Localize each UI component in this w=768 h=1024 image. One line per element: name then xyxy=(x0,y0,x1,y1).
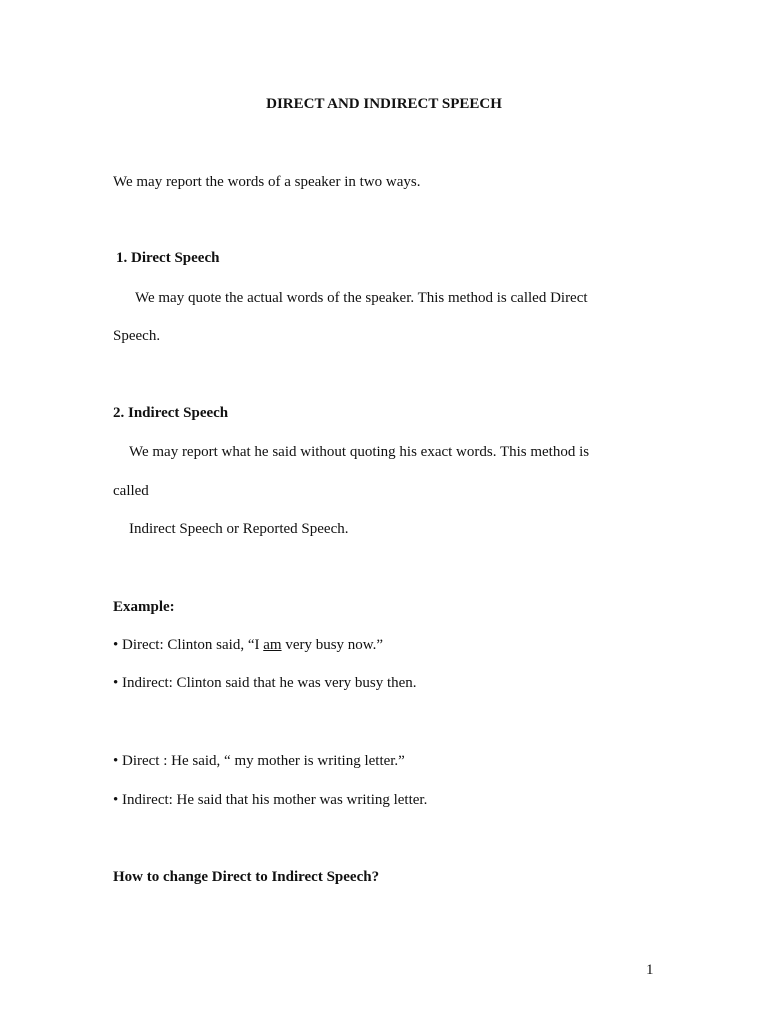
example-indirect-1: • Indirect: Clinton said that he was very busy then. xyxy=(113,675,417,691)
section-heading-indirect-speech: 2. Indirect Speech xyxy=(113,405,229,421)
page-number: 1 xyxy=(646,962,654,978)
direct-speech-body-line-2: Speech. xyxy=(113,328,161,344)
example-direct-1-prefix: • Direct: Clinton said, “I xyxy=(113,637,264,653)
intro-text: We may report the words of a speaker in two ways. xyxy=(113,174,421,190)
example-direct-1-suffix: very busy now.” xyxy=(281,637,384,653)
example-direct-1-underlined: am xyxy=(263,637,282,653)
direct-speech-body-line-1: We may quote the actual words of the speaker. This method is called Direct xyxy=(135,290,588,306)
indirect-speech-body-line-3: Indirect Speech or Reported Speech. xyxy=(129,521,349,537)
example-direct-2: • Direct : He said, “ my mother is writing letter.” xyxy=(113,753,405,769)
indirect-speech-body-line-2: called xyxy=(113,483,149,499)
example-direct-1 xyxy=(113,635,383,655)
page-title: DIRECT AND INDIRECT SPEECH xyxy=(266,96,502,112)
closing-heading: How to change Direct to Indirect Speech? xyxy=(113,869,380,885)
example-heading: Example: xyxy=(113,599,175,615)
example-indirect-2: • Indirect: He said that his mother was writing letter. xyxy=(113,792,428,808)
section-heading-direct-speech: 1. Direct Speech xyxy=(116,250,220,266)
indirect-speech-body-line-1: We may report what he said without quoting his exact words. This method is xyxy=(129,444,590,460)
